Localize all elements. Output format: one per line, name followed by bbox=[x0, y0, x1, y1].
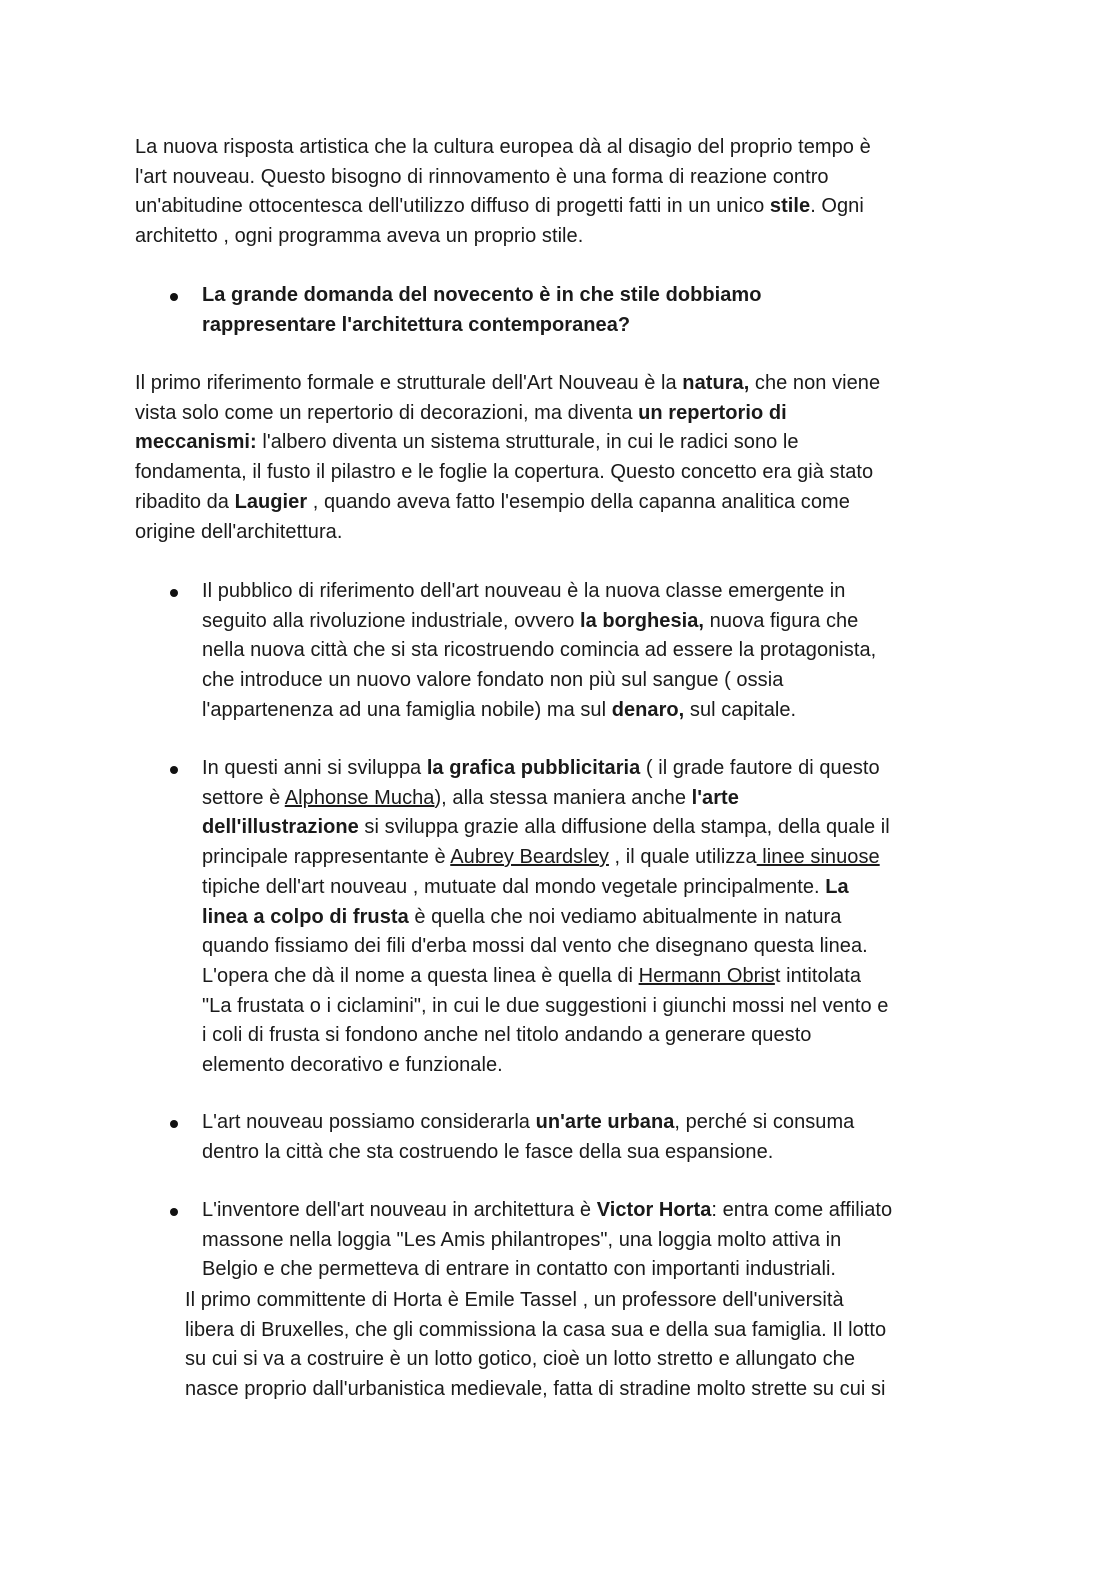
text-run: è quella che noi vediamo abitualmente in natura bbox=[408, 905, 842, 928]
text-run: ( il grade fautore di questo bbox=[640, 757, 880, 779]
bold-term: Laugier bbox=[234, 490, 308, 513]
bold-term: dell'illustrazione bbox=[202, 816, 359, 839]
text-line bbox=[135, 428, 880, 458]
bullet-dot bbox=[170, 766, 178, 774]
text-run: l'albero diventa un sistema strutturale, in cui le radici sono le bbox=[256, 431, 799, 454]
text-run: vista solo come un repertorio di decorazioni, ma diventa bbox=[135, 401, 639, 424]
bold-term: La bbox=[825, 875, 849, 898]
text-run: , perché si consuma bbox=[674, 1111, 855, 1133]
text-line: "La frustata o i ciclamini", in cui le due suggestioni i giunchi mossi nel vento e bbox=[202, 994, 889, 1017]
text-line bbox=[135, 192, 871, 222]
text-line: fondamenta, il fusto il pilastro e le foglie la copertura. Questo concetto era già stato bbox=[135, 461, 874, 484]
intro-paragraph bbox=[135, 133, 871, 252]
link-hermann-obrist[interactable]: Hermann Obris bbox=[638, 964, 775, 987]
text-line bbox=[202, 1196, 892, 1226]
text-line: libera di Bruxelles, che gli commissiona la casa sua e della sua famiglia. Il lotto bbox=[185, 1318, 887, 1341]
text-run: sul capitale. bbox=[684, 698, 797, 721]
urbana-bullet bbox=[202, 1108, 854, 1167]
natura-paragraph bbox=[135, 369, 880, 547]
text-run: , quando aveva fatto l'esempio della capanna analitica come bbox=[307, 490, 850, 513]
link-linee-sinuose[interactable]: linee sinuose bbox=[756, 846, 880, 869]
text-run: In questi anni si sviluppa bbox=[202, 757, 427, 779]
bullet-dot bbox=[170, 1120, 178, 1128]
text-line: elemento decorativo e funzionale. bbox=[202, 1054, 503, 1077]
bold-term: natura, bbox=[682, 372, 750, 394]
text-line: massone nella loggia "Les Amis philantropes", una loggia molto attiva in bbox=[202, 1228, 842, 1251]
link-alphonse-mucha[interactable]: Alphonse Mucha bbox=[284, 786, 435, 809]
text-line: i coli di frusta si fondono anche nel titolo andando a generare questo bbox=[202, 1024, 812, 1047]
bold-term: un repertorio di bbox=[638, 401, 787, 424]
text-line: su cui si va a costruire è un lotto gotico, cioè un lotto stretto e allungato che bbox=[185, 1348, 855, 1371]
text-line: nasce proprio dall'urbanistica medievale, fatta di stradine molto strette su cui si bbox=[185, 1378, 886, 1401]
borghesia-bullet bbox=[202, 577, 876, 726]
text-line: nella nuova città che si sta ricostruendo comincia ad essere la protagonista, bbox=[202, 639, 877, 662]
text-run: tipiche dell'art nouveau , mutuate dal mondo vegetale principalmente. bbox=[202, 875, 826, 898]
text-run: nuova figura che bbox=[704, 609, 859, 632]
text-line: Il pubblico di riferimento dell'art nouveau è la nuova classe emergente in bbox=[202, 580, 846, 602]
bold-term: stile bbox=[769, 195, 811, 218]
text-line: Belgio e che permetteva di entrare in contatto con importanti industriali. bbox=[202, 1258, 837, 1281]
bold-term: la grafica pubblicitaria bbox=[426, 757, 641, 779]
text-run: ), alla stessa maniera anche bbox=[434, 786, 692, 809]
text-run: . Ogni bbox=[810, 195, 864, 218]
text-line: dentro la città che sta costruendo le fasce della sua espansione. bbox=[202, 1140, 774, 1163]
bold-term: meccanismi: bbox=[135, 431, 257, 454]
bullet-dot bbox=[170, 589, 178, 597]
tassel-paragraph bbox=[185, 1286, 886, 1405]
question-line: rappresentare l'architettura contemporanea? bbox=[202, 313, 631, 336]
text-line: l'art nouveau. Questo bisogno di rinnovamento è una forma di reazione contro bbox=[135, 165, 829, 188]
text-line: Il primo committente di Horta è Emile Tassel , un professore dell'università bbox=[185, 1289, 844, 1311]
text-line bbox=[135, 488, 880, 518]
text-line: La nuova risposta artistica che la cultura europea dà al disagio del proprio tempo è bbox=[135, 136, 871, 158]
text-line bbox=[202, 1108, 854, 1138]
bold-term: Victor Horta bbox=[596, 1199, 712, 1221]
text-run: , il quale utilizza bbox=[608, 846, 757, 869]
text-run: ribadito da bbox=[135, 490, 235, 513]
text-run: L'art nouveau possiamo considerarla bbox=[202, 1111, 536, 1133]
grafica-bullet bbox=[202, 754, 890, 1081]
text-run: si sviluppa grazie alla diffusione della stampa, della quale il bbox=[358, 816, 890, 839]
text-run: settore è bbox=[202, 786, 285, 809]
text-line bbox=[202, 607, 876, 637]
text-run: l'appartenenza ad una famiglia nobile) ma sul bbox=[202, 698, 612, 721]
bold-term: l'arte bbox=[691, 786, 739, 809]
text-line: che introduce un nuovo valore fondato non più sul sangue ( ossia bbox=[202, 669, 784, 692]
text-run: L'inventore dell'art nouveau in architettura è bbox=[202, 1199, 597, 1221]
link-aubrey-beardsley[interactable]: Aubrey Beardsley bbox=[450, 846, 609, 869]
bullet-dot bbox=[170, 1208, 178, 1216]
text-run: un'abitudine ottocentesca dell'utilizzo diffuso di progetti fatti in un unico bbox=[135, 195, 770, 218]
bold-term: linea a colpo di frusta bbox=[202, 905, 409, 928]
text-run: t intitolata bbox=[774, 964, 862, 987]
text-line bbox=[202, 696, 876, 726]
text-run: seguito alla rivoluzione industriale, ovvero bbox=[202, 609, 581, 632]
text-run: : entra come affiliato bbox=[711, 1199, 893, 1221]
text-run: Il primo riferimento formale e strutturale dell'Art Nouveau è la bbox=[135, 372, 683, 394]
text-line: architetto , ogni programma aveva un proprio stile. bbox=[135, 225, 584, 248]
text-run: principale rappresentante è bbox=[202, 846, 451, 869]
text-run: L'opera che dà il nome a questa linea è quella di bbox=[202, 964, 639, 987]
text-run: che non viene bbox=[749, 372, 881, 394]
horta-bullet bbox=[202, 1196, 892, 1285]
text-line: origine dell'architettura. bbox=[135, 520, 343, 543]
question-line: La grande domanda del novecento è in che stile dobbiamo bbox=[202, 284, 762, 306]
bold-term: denaro, bbox=[611, 698, 685, 721]
text-line: quando fissiamo dei fili d'erba mossi dal vento che disegnano questa linea. bbox=[202, 935, 868, 958]
question-bullet bbox=[202, 281, 762, 340]
bold-term: un'arte urbana bbox=[535, 1111, 675, 1133]
text-line bbox=[135, 399, 880, 429]
bullet-dot bbox=[170, 293, 178, 301]
bold-term: la borghesia, bbox=[580, 609, 705, 632]
text-line bbox=[135, 369, 880, 399]
